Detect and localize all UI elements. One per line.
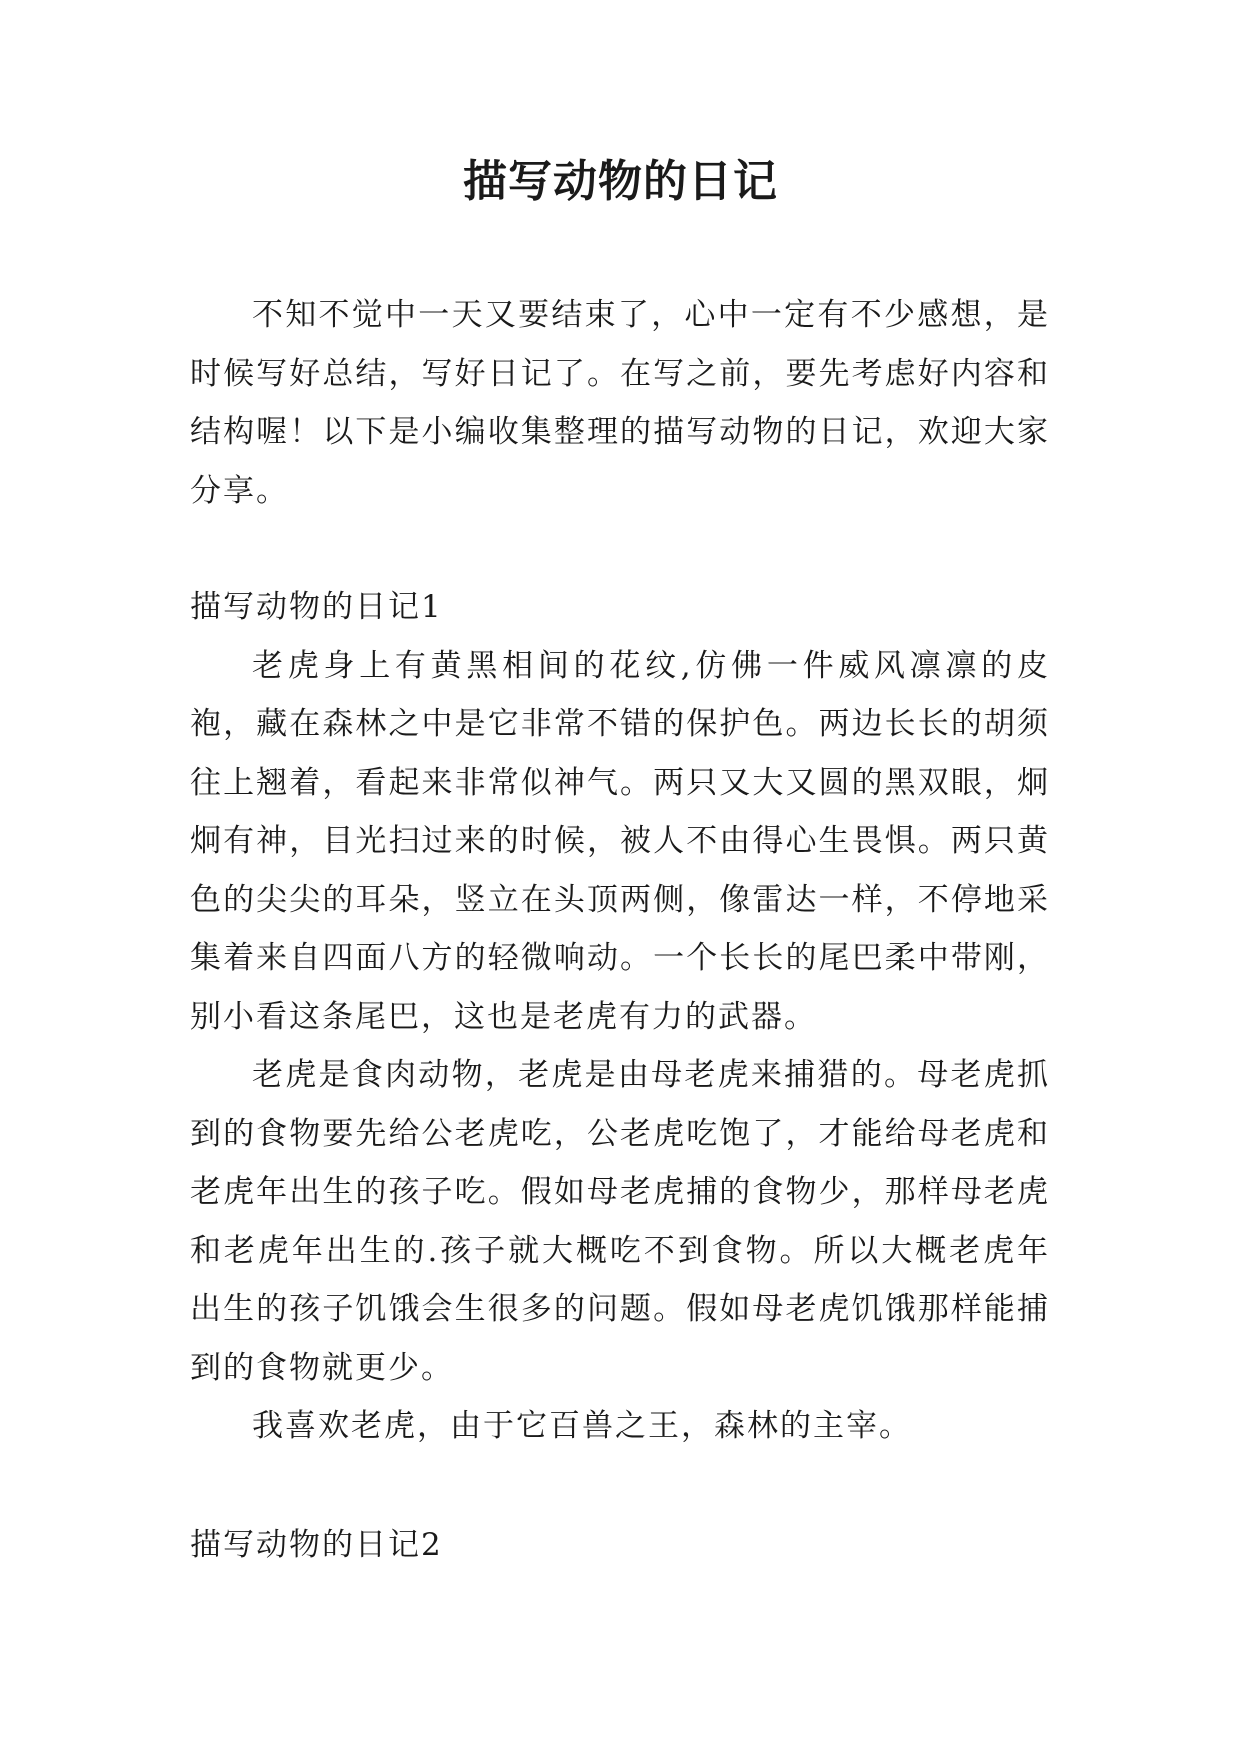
section1-paragraph-1: 老虎身上有黄黑相间的花纹,仿佛一件威风凛凛的皮袍，藏在森林之中是它非常不错的保护色。两边长长的胡须往上翘着，看起来非常似神气。两只又大又圆的黑双眼，炯炯有神，目光扫过来的时候，被人不由得心生畏惧。两只黄色的尖尖的耳朵，竖立在头顶两侧，像雷达一样，不停地采集着来自四面八方的轻微响动。一个长长的尾巴柔中带刚，别小看这条尾巴，这也是老虎有力的武器。 bbox=[190, 647, 1050, 1035]
intro-paragraph: 不知不觉中一天又要结束了，心中一定有不少感想，是时候写好总结，写好日记了。在写之前，要先考虑好内容和结构喔！以下是小编收集整理的描写动物的日记，欢迎大家分享。 bbox=[190, 297, 1050, 509]
document-body bbox=[190, 286, 1050, 1574]
spacer bbox=[190, 1456, 1050, 1516]
spacer bbox=[190, 520, 1050, 578]
section-heading-2: 描写动物的日记2 bbox=[190, 1526, 443, 1563]
section1-paragraph-3: 我喜欢老虎，由于它百兽之王，森林的主宰。 bbox=[252, 1408, 912, 1444]
section1-paragraph-2: 老虎是食肉动物，老虎是由母老虎来捕猎的。母老虎抓到的食物要先给公老虎吃，公老虎吃饱了，才能给母老虎和老虎年出生的孩子吃。假如母老虎捕的食物少，那样母老虎和老虎年出生的.孩子就大概吃不到食物。所以大概老虎年出生的孩子饥饿会生很多的问题。假如母老虎饥饿那样能捕到的食物就更少。 bbox=[190, 1057, 1050, 1386]
section-heading-1: 描写动物的日记1 bbox=[190, 589, 443, 625]
document-title: 描写动物的日记 bbox=[463, 156, 778, 207]
